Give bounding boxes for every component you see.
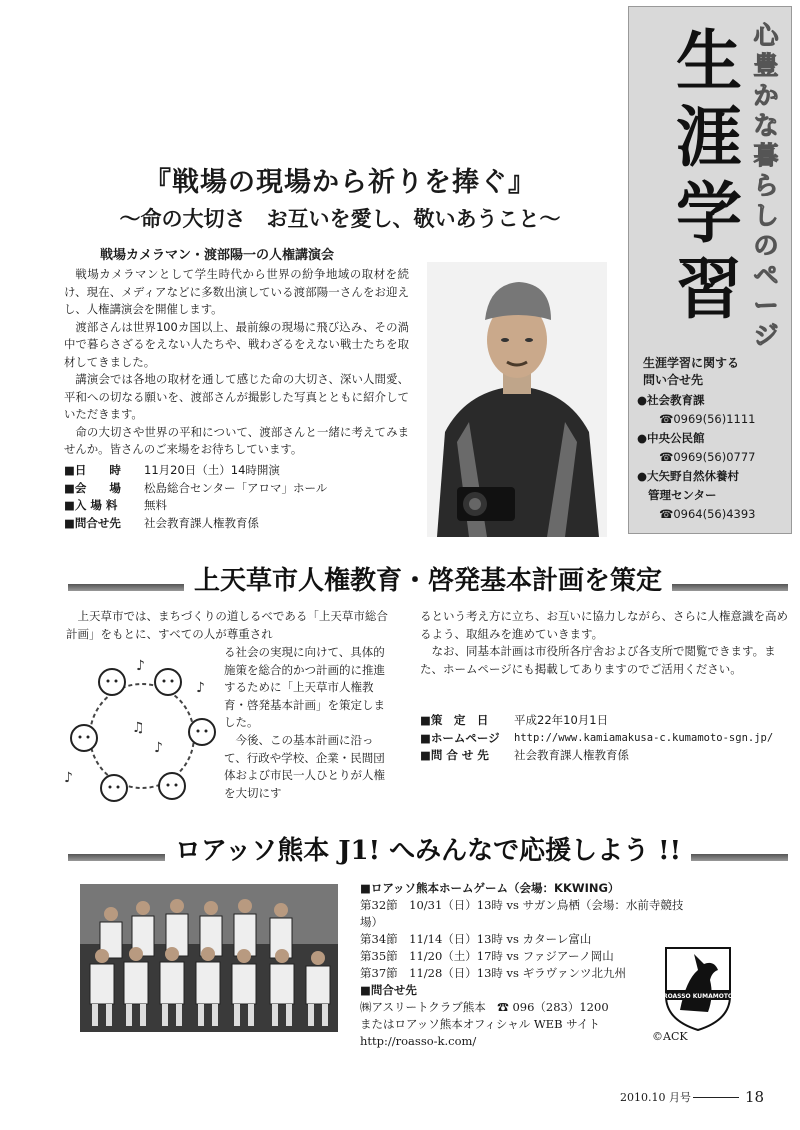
subtitle-char: し bbox=[753, 201, 779, 230]
info-value: 社会教育課人権教育係 bbox=[514, 748, 629, 763]
games-heading: ■ロアッソ熊本ホームゲーム（会場：KKWING） bbox=[360, 881, 620, 895]
info-row bbox=[420, 730, 790, 748]
info-row bbox=[64, 497, 409, 515]
contact-heading-line: 問い合せ先 bbox=[643, 373, 704, 387]
homepage-link[interactable]: http://www.kamiamakusa-c.kumamoto-sgn.jp/ bbox=[514, 731, 774, 744]
title-char: 涯 bbox=[676, 98, 742, 176]
contact-tel: ☎0969(56)1111 bbox=[659, 412, 756, 426]
subtitle-char: ペ bbox=[753, 261, 779, 290]
footer-rule bbox=[693, 1097, 739, 1098]
svg-text:♫: ♫ bbox=[132, 720, 145, 736]
svg-text:♪: ♪ bbox=[136, 658, 145, 674]
game-item: 第34節 11/14（日）13時 vs カターレ富山 bbox=[360, 932, 592, 946]
banner-heading bbox=[68, 560, 788, 597]
banner-heading-text: 上天草市人権教育・啓発基本計画を策定 bbox=[184, 566, 672, 596]
title-char: 生 bbox=[676, 22, 742, 100]
info-value: 11月20日（土）14時開演 bbox=[144, 463, 280, 477]
contact-line: ㈱アスリートクラブ熊本 ☎ 096（283）1200 bbox=[360, 1000, 609, 1014]
copyright: ©ACK bbox=[652, 1030, 688, 1043]
banner-heading-text: ロアッソ熊本 J1! へみんなで応援しよう !! bbox=[165, 836, 691, 866]
game-item: 第32節 10/31（日）13時 vs サガン鳥栖（会場：水前寺競技場） bbox=[360, 898, 684, 929]
title-char: 習 bbox=[676, 250, 742, 328]
paragraph: 戦場カメラマンとして学生時代から世界の紛争地域の取材を続け、現在、メディアなどに多数出演している渡部陽一さんをお迎えし、人権講演会を開催します。 bbox=[64, 267, 409, 316]
info-row bbox=[64, 515, 409, 533]
plan-text: なお、同基本計画は市役所各庁舎および各支所で閲覧できます。また、ホームページにも掲載してありますのでご活用ください。 bbox=[420, 644, 776, 676]
info-value: 平成22年10月1日 bbox=[514, 713, 609, 727]
game-item: 第37節 11/28（日）13時 vs ギラヴァンツ北九州 bbox=[360, 966, 627, 980]
subtitle-char: 心 bbox=[753, 21, 779, 50]
sidebar-subtitle bbox=[749, 21, 783, 351]
contact-line: またはロアッソ熊本オフィシャル WEB サイト bbox=[360, 1017, 600, 1031]
page-number: 18 bbox=[744, 1088, 765, 1106]
sidebar bbox=[628, 6, 792, 534]
game-item: 第35節 11/20（土）17時 vs ファジアーノ岡山 bbox=[360, 949, 614, 963]
children-circle-illustration bbox=[62, 652, 222, 810]
lecture-body bbox=[64, 266, 409, 459]
info-value: 無料 bbox=[144, 498, 167, 512]
plan-text: るという考え方に立ち、お互いに協力しながら、さらに人権意識を高めるよう、取組みを進めていきます。 bbox=[420, 609, 788, 641]
contact-heading bbox=[643, 355, 783, 389]
contact-name: ●大矢野自然休養村 bbox=[637, 469, 740, 483]
subtitle-char: ら bbox=[753, 171, 779, 200]
lecture-subtitle: 〜命の大切さ お互いを愛し、敬いあうこと〜 bbox=[119, 207, 561, 231]
svg-text:♪: ♪ bbox=[196, 680, 205, 696]
plan-text: る社会の実現に向けて、具体的施策を総合的かつ計画的に推進するために「上天草市人権教育・啓発基本計画」を策定しました。 bbox=[224, 645, 385, 730]
info-row bbox=[420, 712, 790, 730]
svg-text:♪: ♪ bbox=[64, 770, 73, 786]
contact-heading-line: 生涯学習に関する bbox=[643, 356, 740, 370]
info-label: ■問合せ先 bbox=[64, 515, 121, 530]
plan-text-narrow bbox=[224, 644, 392, 802]
lecture-title: 『戦場の現場から祈りを捧ぐ』 bbox=[144, 167, 536, 198]
subtitle-char: の bbox=[753, 231, 779, 260]
contact-list bbox=[637, 391, 787, 524]
contact-tel: ☎0964(56)4393 bbox=[659, 507, 756, 521]
svg-text:♪: ♪ bbox=[154, 740, 163, 756]
info-label: ■ホームページ bbox=[420, 730, 500, 745]
plan-text-right bbox=[420, 608, 790, 678]
paragraph: 命の大切さや世界の平和について、渡部さんと一緒に考えてみませんか。皆さんのご来場をお待ちしています。 bbox=[64, 424, 409, 456]
info-label: ■策 定 日 bbox=[420, 713, 489, 727]
subtitle-char: な bbox=[753, 111, 779, 140]
roasso-logo bbox=[658, 940, 738, 1032]
team-photo bbox=[80, 884, 338, 1032]
plan-text: 今後、この基本計画に沿って、行政や学校、企業・民間団体および市民一人ひとりが人権を大切にす bbox=[224, 732, 385, 800]
info-label: ■問 合 せ 先 bbox=[420, 748, 489, 763]
logo-text: ROASSO KUMAMOTO bbox=[662, 993, 734, 1000]
footer bbox=[620, 1088, 764, 1106]
contact-name: ●中央公民館 bbox=[637, 431, 705, 445]
contact-name: 管理センター bbox=[648, 488, 717, 502]
banner-heading bbox=[68, 830, 788, 867]
contact-name: ●社会教育課 bbox=[637, 393, 705, 407]
roasso-url-link[interactable]: http://roasso-k.com/ bbox=[360, 1034, 477, 1048]
subtitle-char: 暮 bbox=[753, 141, 779, 170]
info-label: ■会 場 bbox=[64, 480, 121, 495]
title-char: 学 bbox=[676, 174, 742, 252]
cameraman-photo bbox=[427, 262, 607, 537]
lecture-lead: 戦場カメラマン・渡部陽一の人権講演会 bbox=[100, 248, 335, 263]
roasso-banner bbox=[68, 838, 788, 866]
subtitle-char: か bbox=[753, 81, 779, 110]
home-games bbox=[360, 880, 690, 1050]
issue-date: 2010.10 月号 bbox=[620, 1091, 691, 1104]
info-value: 松島総合センター「アロマ」ホール bbox=[144, 480, 328, 495]
info-value: 社会教育課人権教育係 bbox=[144, 515, 259, 530]
info-row bbox=[420, 747, 790, 765]
plan-info bbox=[420, 712, 790, 765]
paragraph: 渡部さんは世界100カ国以上、最前線の現場に飛び込み、その渦中で暮らさざるをえない人たちや、戦わざるをえない戦士たちを取材してきました。 bbox=[64, 319, 409, 369]
contact-heading: ■問合せ先 bbox=[360, 983, 417, 997]
sidebar-title bbox=[669, 23, 749, 327]
subtitle-char: ジ bbox=[753, 321, 779, 350]
plan-banner bbox=[68, 568, 788, 596]
lecture-info bbox=[64, 462, 409, 532]
contact-tel: ☎0969(56)0777 bbox=[659, 450, 756, 464]
plan-text-top: 上天草市では、まちづくりの道しるべである「上天草市総合計画」をもとに、すべての人が尊重され bbox=[66, 609, 388, 641]
info-label: ■入 場 料 bbox=[64, 498, 118, 512]
paragraph: 講演会では各地の取材を通して感じた命の大切さ、深い人間愛、平和への切なる願いを、渡部さんが撮影した写真とともに紹介していただきます。 bbox=[64, 372, 409, 421]
subtitle-char: 豊 bbox=[753, 51, 779, 80]
info-label: ■日 時 bbox=[64, 463, 121, 477]
subtitle-char: ー bbox=[753, 291, 779, 320]
info-row bbox=[64, 462, 409, 480]
info-row bbox=[64, 480, 409, 498]
